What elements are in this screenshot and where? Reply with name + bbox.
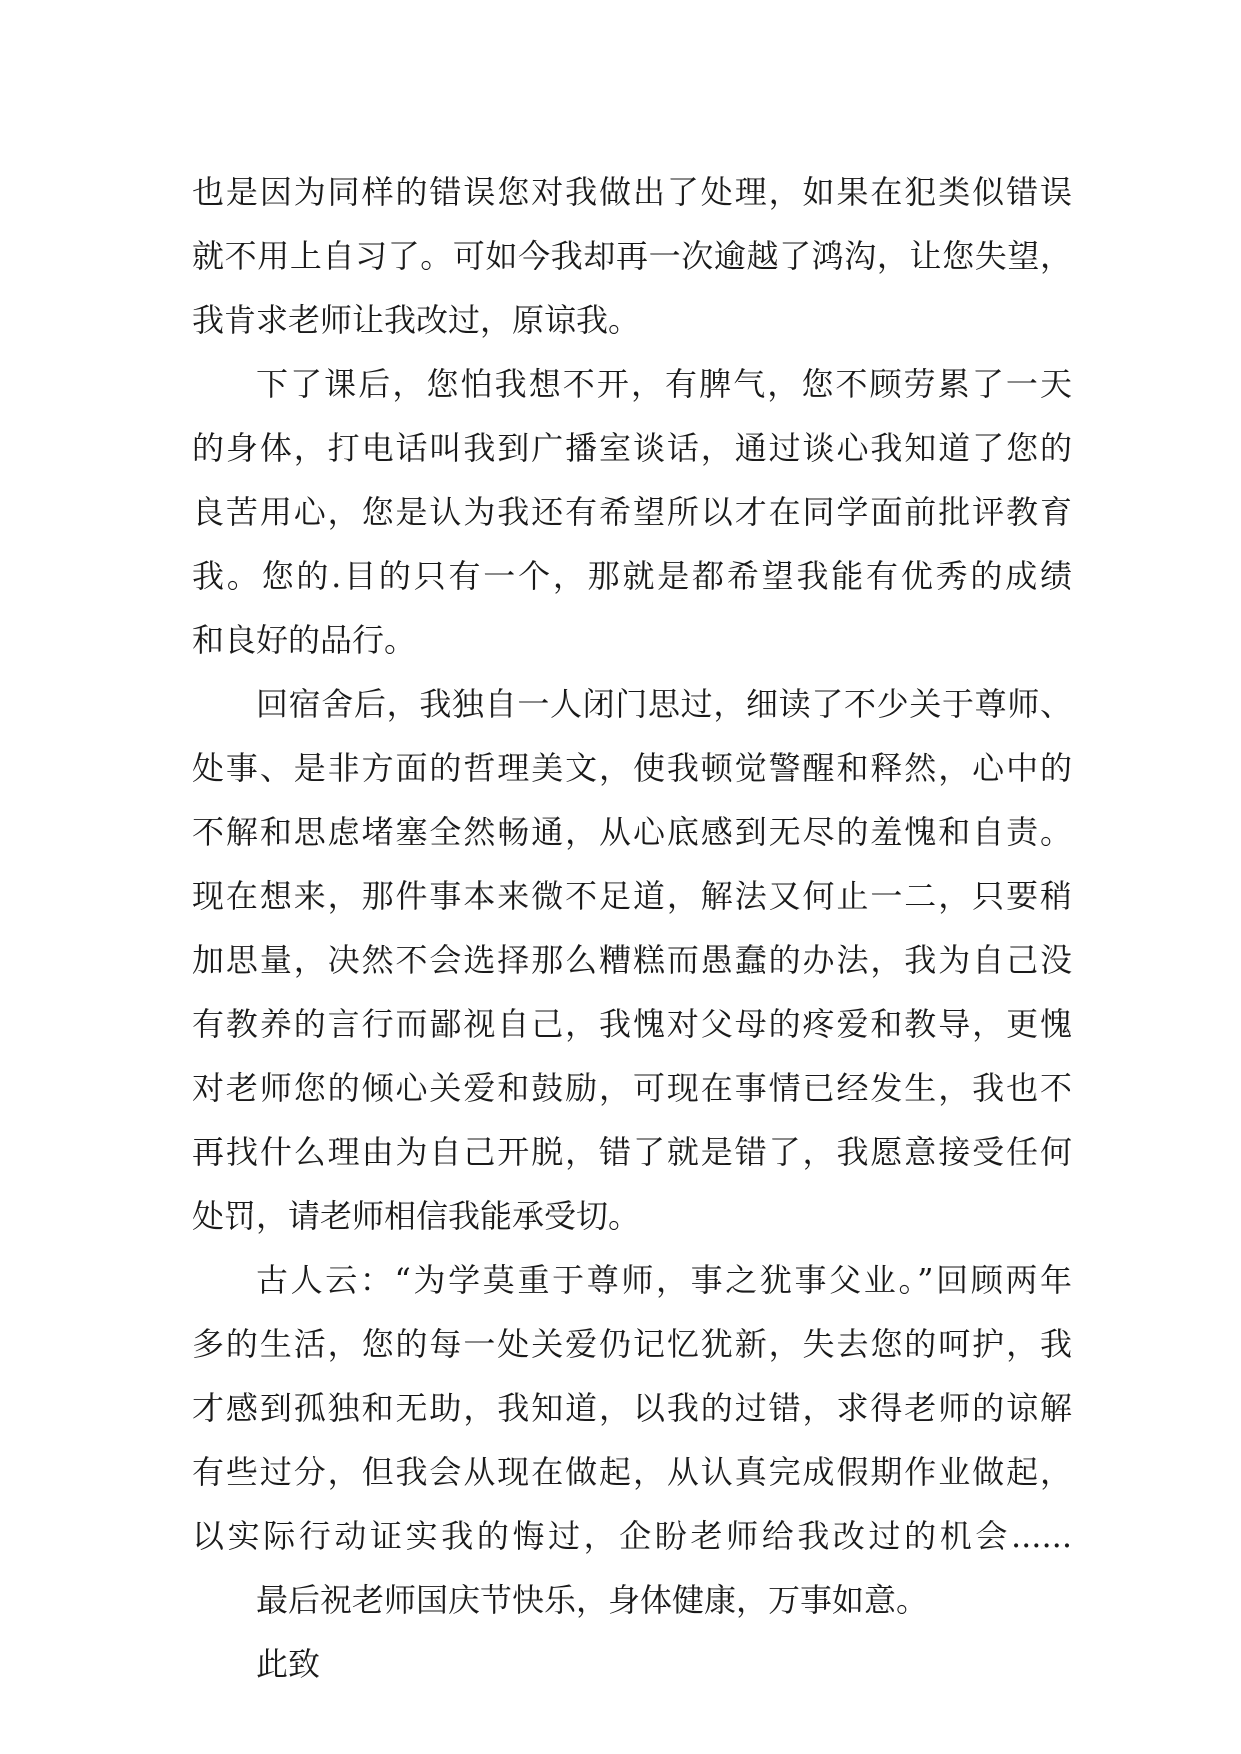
letter-body: [192, 160, 1072, 1696]
text-line: 就不用上自习了。可如今我却再一次逾越了鸿沟，让您失望，: [192, 237, 1072, 275]
paragraph-first-line: 回宿舍后，我独自一人闭门思过，细读了不少关于尊师、: [256, 685, 1072, 723]
text-line: 对老师您的倾心关爱和鼓励，可现在事情已经发生，我也不: [192, 1069, 1072, 1107]
text-line: 多的生活，您的每一处关爱仍记忆犹新，失去您的呵护，我: [192, 1325, 1072, 1363]
text-line: 良苦用心，您是认为我还有希望所以才在同学面前批评教育: [192, 493, 1072, 531]
paragraph-first-line: 古人云：“为学莫重于尊师，事之犹事父业。”回顾两年: [256, 1261, 1072, 1299]
text-line: 有些过分，但我会从现在做起，从认真完成假期作业做起，: [192, 1453, 1072, 1491]
text-line: 以实际行动证实我的悔过，企盼老师给我改过的机会......: [192, 1517, 1072, 1555]
text-line: 加思量，决然不会选择那么糟糕而愚蠢的办法，我为自己没: [192, 941, 1072, 979]
text-line: 我肯求老师让我改过，原谅我。: [192, 301, 641, 339]
text-line: 有教养的言行而鄙视自己，我愧对父母的疼爱和教导，更愧: [192, 1005, 1072, 1043]
text-line: 处罚，请老师相信我能承受切。: [192, 1197, 641, 1235]
text-line: 我。您的.目的只有一个，那就是都希望我能有优秀的成绩: [192, 557, 1072, 595]
salutation-closing: 此致: [256, 1645, 321, 1683]
text-line: 和良好的品行。: [192, 621, 417, 659]
paragraph-first-line: 下了课后，您怕我想不开，有脾气，您不顾劳累了一天: [256, 365, 1072, 403]
text-line: 的身体，打电话叫我到广播室谈话，通过谈心我知道了您的: [192, 429, 1072, 467]
text-line: 也是因为同样的错误您对我做出了处理，如果在犯类似错误: [192, 173, 1072, 211]
text-line: 才感到孤独和无助，我知道，以我的过错，求得老师的谅解: [192, 1389, 1072, 1427]
text-line: 再找什么理由为自己开脱，错了就是错了，我愿意接受任何: [192, 1133, 1072, 1171]
closing-wish: 最后祝老师国庆节快乐，身体健康，万事如意。: [256, 1581, 929, 1619]
text-line: 不解和思虑堵塞全然畅通，从心底感到无尽的羞愧和自责。: [192, 813, 1072, 851]
text-line: 现在想来，那件事本来微不足道，解法又何止一二，只要稍: [192, 877, 1072, 915]
text-line: 处事、是非方面的哲理美文，使我顿觉警醒和释然，心中的: [192, 749, 1072, 787]
